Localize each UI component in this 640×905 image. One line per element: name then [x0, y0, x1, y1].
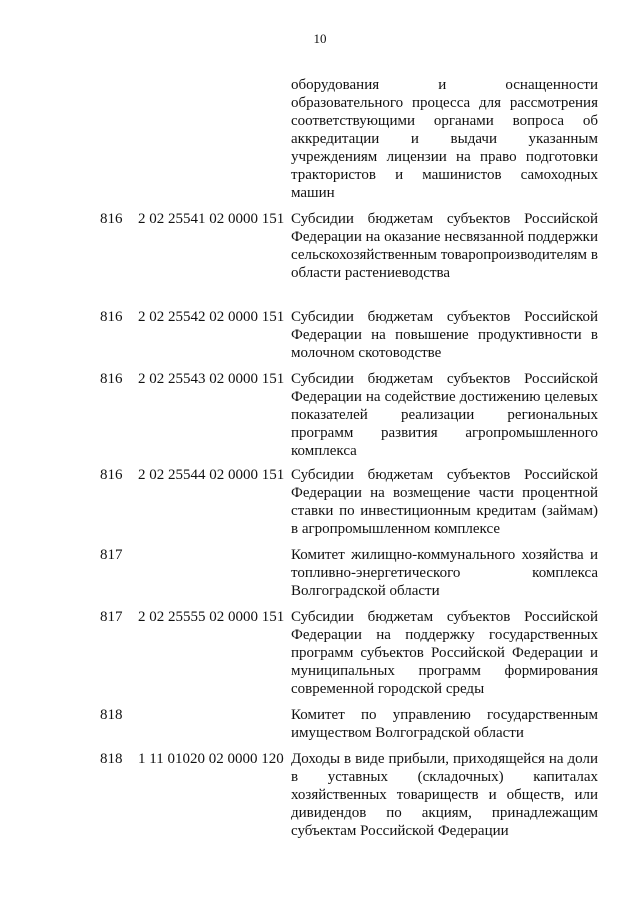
income-code: 2 02 25544 02 0000 151 — [138, 467, 285, 483]
income-code: 1 11 01020 02 0000 120 — [138, 751, 284, 767]
income-code: 2 02 25555 02 0000 151 — [138, 609, 285, 625]
income-name: Субсидии бюджетам субъектов Российской Федерации на поддержку государственных программ субъектов Российской Федерации и муниципальных программ формирования современной городской среды — [291, 609, 598, 697]
income-name: Доходы в виде прибыли, приходящейся на доли в уставных (складочных) капиталах хозяйственных товариществ и обществ, или дивидендов по акциям, принадлежащим субъектам Российской Федерации — [291, 751, 598, 839]
income-name: Субсидии бюджетам субъектов Российской Федерации на возмещение части процентной ставки по инвестиционным кредитам (займам) в агропромышленном комплексе — [291, 467, 598, 537]
income-code: 2 02 25543 02 0000 151 — [138, 371, 285, 387]
chapter-code: 818 — [100, 707, 123, 723]
income-name: Субсидии бюджетам субъектов Российской Федерации на повышение продуктивности в молочном скотоводстве — [291, 309, 598, 361]
income-name: Субсидии бюджетам субъектов Российской Федерации на оказание несвязанной поддержки сельскохозяйственным товаропроизводителям в области растениеводства — [291, 211, 598, 281]
income-name: Субсидии бюджетам субъектов Российской Федерации на содействие достижению целевых показателей реализации региональных программ развития агропромышленного комплекса — [291, 371, 598, 459]
chapter-code: 817 — [100, 609, 123, 625]
chapter-code: 816 — [100, 371, 123, 387]
chapter-code: 816 — [100, 467, 123, 483]
chapter-code: 816 — [100, 309, 123, 325]
income-code: 2 02 25541 02 0000 151 — [138, 211, 285, 227]
chapter-code: 817 — [100, 547, 123, 563]
income-code: 2 02 25542 02 0000 151 — [138, 309, 285, 325]
department-name: Комитет по управлению государственным имуществом Волгоградской области — [291, 707, 598, 741]
chapter-code: 818 — [100, 751, 123, 767]
department-name: Комитет жилищно-коммунального хозяйства и топливно-энергетического комплекса Волгоградской области — [291, 547, 598, 599]
continuation-text: оборудования и оснащенности образовательного процесса для рассмотрения соответствующими органами вопроса об аккредитации и выдачи указанным учреждениям лицензии на право подготовки трактористов и машинистов самоходных машин — [291, 77, 598, 201]
chapter-code: 816 — [100, 211, 123, 227]
page-number: 10 — [313, 31, 327, 46]
